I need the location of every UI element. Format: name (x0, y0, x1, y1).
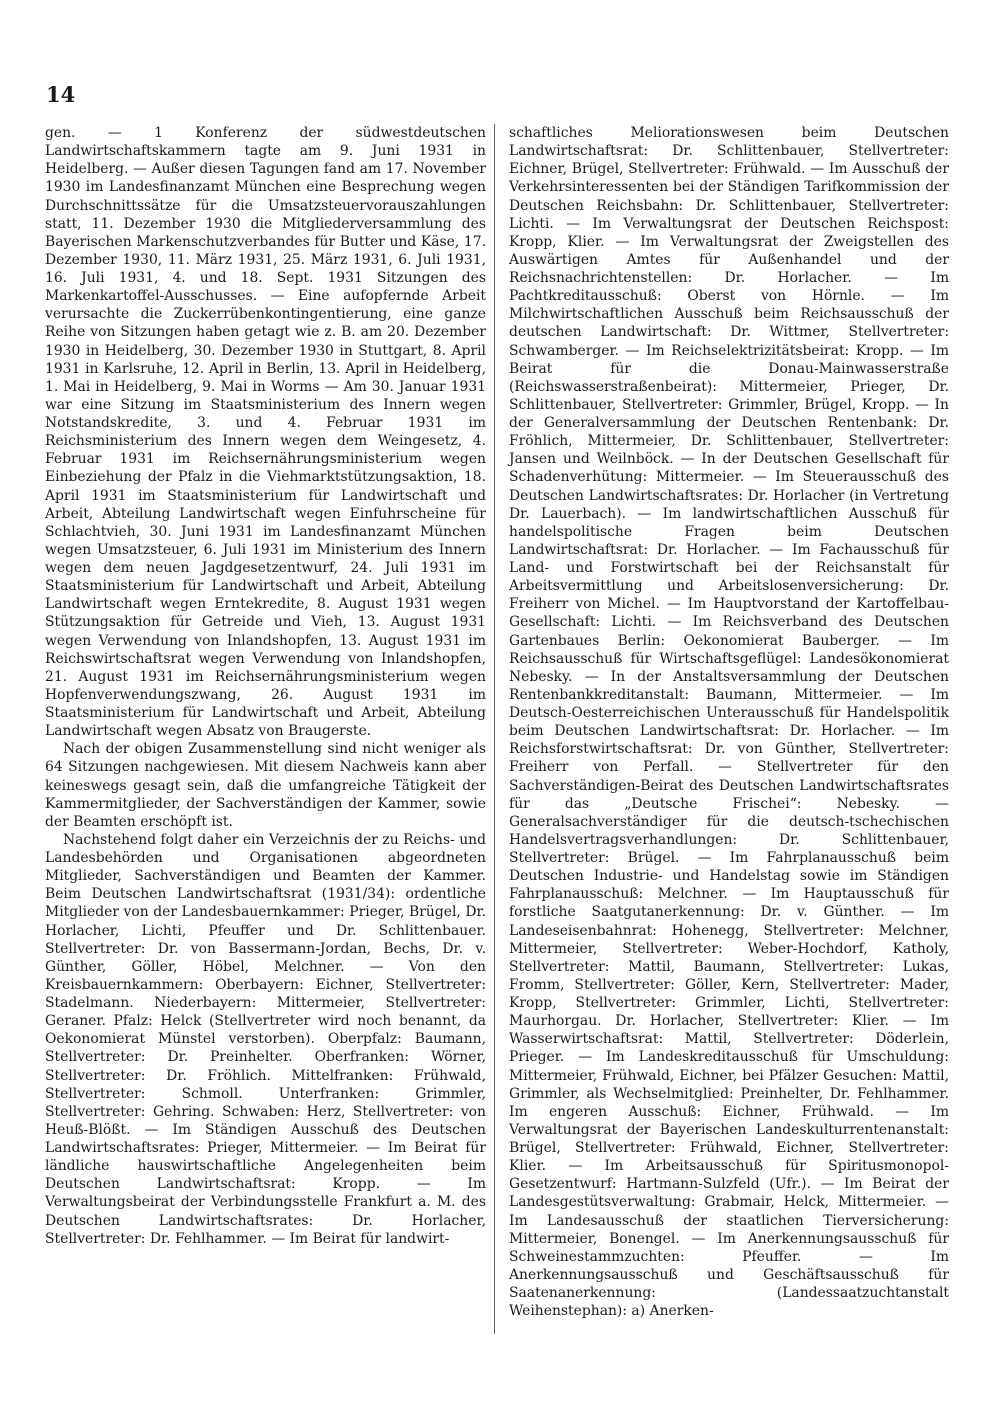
left-column (45, 124, 486, 1248)
paragraph-summary: Nach der obigen Zusammenstellung sind nicht weniger als 64 Sitzungen nachgewiesen. Mit diesem Nachweis kann aber keineswegs gesagt sein, daß die umfangreiche Tätigkeit der Kammermitglieder, der Sachverständigen der Kammer, sowie der Beamten erschöpft ist. (45, 741, 486, 830)
right-column (509, 124, 949, 1320)
paragraph-meetings: gen. — 1 Konferenz der südwestdeutschen Landwirtschaftskammern tagte am 9. Juni 1931 in Heidelberg. — Außer diesen Tagungen fand am 17. November 1930 im Landesfinanzamt München eine Besprechung wegen Durchschnittssätze für die Umsatzsteuervorauszahlungen statt, 11. Dezember 1930 die Mitgliederversammlung des Bayerischen Markenschutzverbandes für Butter und Käse, 17. Dezember 1930, 11. März 1931, 25. März 1931, 6. Juli 1931, 16. Juli 1931, 4. und 18. Sept. 1931 Sitzungen des Markenkartoffel-Ausschusses. — Eine aufopfernde Arbeit verursachte die Zuckerrübenkontingentierung, eine ganze Reihe von Sitzungen haben getagt wie z. B. am 20. Dezember 1930 in Heidelberg, 30. Dezember 1930 in Stuttgart, 8. April 1931 in Karlsruhe, 12. April in Berlin, 13. April in Heidelberg, 1. Mai in Heidelberg, 9. Mai in Worms — Am 30. Januar 1931 war eine Sitzung im Staatsministerium des Innern wegen Notstandskredite, 3. und 4. Februar 1931 im Reichsministerium des Innern wegen dem Weingesetz, 4. Februar 1931 im Reichsernährungsministerium wegen Einbeziehung der Pfalz in die Viehmarktstützungsaktion, 18. April 1931 im Staatsministerium für Landwirtschaft und Arbeit, Abteilung Landwirtschaft wegen Einfuhrscheine für Schlachtvieh, 30. Juni 1931 im Landesfinanzamt München wegen Umsatzsteuer, 6. Juli 1931 im Ministerium des Innern wegen dem neuen Jagdgesetzentwurf, 24. Juli 1931 im Staatsministerium für Landwirtschaft und Arbeit, Abteilung Landwirtschaft wegen Erntekredite, 8. August 1931 wegen Stützungsaktion für Getreide und Vieh, 13. August 1931 wegen Verwendung von Inlandshopfen, 13. August 1931 im Reichswirtschaftsrat wegen Verwendung von Inlandshopfen, 21. August 1931 im Reichsernährungsministerium wegen Hopfenverwendungszwang, 26. August 1931 im Staatsministerium für Landwirtschaft und Arbeit, Abteilung Landwirtschaft wegen Absatz von Braugerste. (45, 125, 486, 740)
paragraph-delegates: Nachstehend folgt daher ein Verzeichnis der zu Reichs- und Landesbehörden und Organisationen abgeordneten Mitglieder, Sachverständigen und Beamten der Kammer. Beim Deutschen Landwirtschaftsrat (1931/34): ordentliche Mitglieder von der Landesbauernkammer: Prieger, Brügel, Dr. Horlacher, Lichti, Pfeuffer und Dr. Schlittenbauer. Stellvertreter: Dr. von Bassermann-Jordan, Bechs, Dr. v. Günther, Göller, Höbel, Melchner. — Von den Kreisbauernkammern: Oberbayern: Eichner, Stellvertreter: Stadelmann. Niederbayern: Mittermeier, Stellvertreter: Geraner. Pfalz: Helck (Stellvertreter wird noch benannt, da Oekonomierat Münstel verstorben). Oberpfalz: Baumann, Stellvertreter: Dr. Preinhelter. Oberfranken: Wörner, Stellvertreter: Dr. Fröhlich. Mittelfranken: Frühwald, Stellvertreter: Schmoll. Unterfranken: Grimmler, Stellvertreter: Gehring. Schwaben: Herz, Stellvertreter: von Heuß-Blößt. — Im Ständigen Ausschuß des Deutschen Landwirtschaftsrates: Prieger, Mittermeier. — Im Beirat für ländliche hauswirtschaftliche Angelegenheiten beim Deutschen Landwirtschaftsrat: Kropp. — Im Verwaltungsbeirat der Verbindungsstelle Frankfurt a. M. des Deutschen Landwirtschaftsrates: Dr. Horlacher, Stellvertreter: Dr. Fehlhammer. — Im Beirat für landwirt- (45, 831, 486, 1247)
page-number: 14 (46, 82, 76, 107)
paragraph-delegates-continued: schaftliches Meliorationswesen beim Deutschen Landwirtschaftsrat: Dr. Schlittenbauer, Stellvertreter: Eichner, Brügel, Stellvertreter: Frühwald. — Im Ausschuß der Verkehrsinteressenten bei der Ständigen Tarifkommission der Deutschen Reichsbahn: Dr. Schlittenbauer, Stellvertreter: Lichti. — Im Verwaltungsrat der Deutschen Reichspost: Kropp, Klier. — Im Verwaltungsrat der Zweigstellen des Auswärtigen Amtes für Außenhandel und der Reichsnachrichtenstellen: Dr. Horlacher. — Im Pachtkreditausschuß: Oberst von Hörnle. — Im Milchwirtschaftlichen Ausschuß beim Reichsausschuß der deutschen Landwirtschaft: Dr. Wittmer, Stellvertreter: Schwamberger. — Im Reichselektrizitätsbeirat: Kropp. — Im Beirat für die Donau-Mainwasserstraße (Reichswasserstraßenbeirat): Mittermeier, Prieger, Dr. Schlittenbauer, Stellvertreter: Grimmler, Brügel, Kropp. — In der Generalversammlung der Deutschen Rentenbank: Dr. Fröhlich, Mittermeier, Dr. Schlittenbauer, Stellvertreter: Jansen und Weilnböck. — In der Deutschen Gesellschaft für Schadenverhütung: Mittermeier. — Im Steuerausschuß des Deutschen Landwirtschaftsrates: Dr. Horlacher (in Vertretung Dr. Lauerbach). — Im landwirtschaftlichen Ausschuß für handelspolitische Fragen beim Deutschen Landwirtschaftsrat: Dr. Horlacher. — Im Fachausschuß für Land- und Forstwirtschaft bei der Reichsanstalt für Arbeitsvermittlung und Arbeitslosenversicherung: Dr. Freiherr von Michel. — Im Hauptvorstand der Kartoffelbau-Gesellschaft: Lichti. — Im Reichsverband des Deutschen Gartenbaues Berlin: Oekonomierat Bauberger. — Im Reichsausschuß für Wirtschaftsgeflügel: Landesökonomierat Nebesky. — In der Anstaltsversammlung der Deutschen Rentenbankkreditanstalt: Baumann, Mittermeier. — Im Deutsch-Oesterreichischen Unterausschuß für Handelspolitik beim Deutschen Landwirtschaftsrat: Dr. Horlacher. — Im Reichsforstwirtschaftsrat: Dr. von Günther, Stellvertreter: Freiherr von Perfall. — Stellvertreter für den Sachverständigen-Beirat des Deutschen Landwirtschaftsrates für das „Deutsche Frischei“: Nebesky. — Generalsachverständiger für die deutsch-tschechischen Handelsvertragsverhandlungen: Dr. Schlittenbauer, Stellvertreter: Brügel. — Im Fahrplanausschuß beim Deutschen Industrie- und Handelstag sowie im Ständigen Fahrplanausschuß: Melchner. — Im Hauptausschuß für forstliche Saatgutanerkennung: Dr. v. Günther. — Im Landeseisenbahnrat: Hohenegg, Stellvertreter: Melchner, Mittermeier, Stellvertreter: Weber-Hochdorf, Katholy, Stellvertreter: Mattil, Baumann, Stellvertreter: Lukas, Fromm, Stellvertreter: Göller, Kern, Stellvertreter: Mader, Kropp, Stellvertreter: Grimmler, Lichti, Stellvertreter: Maurhorgau. Dr. Horlacher, Stellvertreter: Klier. — Im Wasserwirtschaftsrat: Mattil, Stellvertreter: Döderlein, Prieger. — Im Landeskreditausschuß für Umschuldung: Mittermeier, Frühwald, Eichner, bei Pfälzer Gesuchen: Mattil, Grimmler, als Wechselmitglied: Preinhelter, Dr. Fehlhammer. Im engeren Ausschuß: Eichner, Frühwald. — Im Verwaltungsrat der Bayerischen Landeskulturrentenanstalt: Brügel, Stellvertreter: Frühwald, Eichner, Stellvertreter: Klier. — Im Arbeitsausschuß für Spiritusmonopol-Gesetzentwurf: Hartmann-Sulzfeld (Ufr.). — Im Beirat der Landesgestütsverwaltung: Grabmair, Helck, Mittermeier. — Im Landesausschuß der staatlichen Tierversicherung: Mittermeier, Bonengel. — Im Anerkennungsausschuß für Schweinestammzuchten: Pfeuffer. — Im Anerkennungsausschuß und Geschäftsausschuß für Saatenanerkennung: (Landessaatzuchtanstalt Weihenstephan): a) Anerken- (509, 125, 949, 1320)
column-divider (494, 124, 495, 1334)
